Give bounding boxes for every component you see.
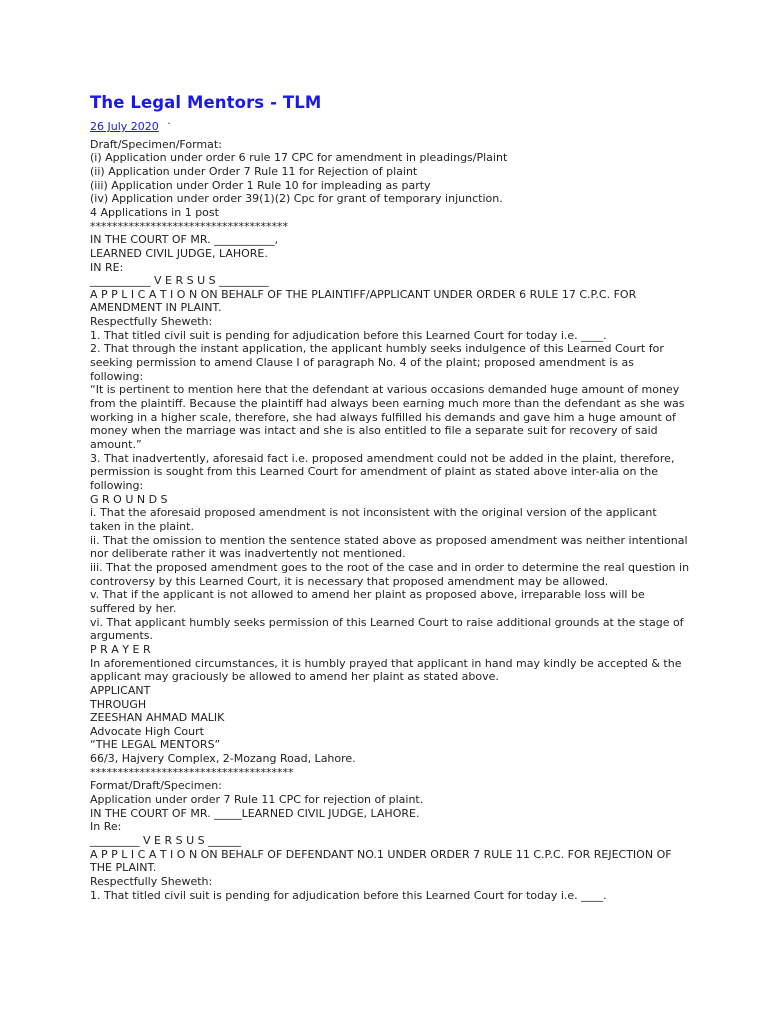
body-line: 1. That titled civil suit is pending for adjudication before this Learned Court for today i.e. ____. (90, 328, 607, 342)
body-line: Application under order 7 Rule 11 CPC for rejection of plaint. (90, 793, 424, 807)
body-line: 4 Applications in 1 post (90, 205, 219, 219)
body-line: In Re: (90, 820, 122, 834)
post-body (90, 138, 690, 903)
body-line: i. That the aforesaid proposed amendment is not inconsistent with the original version of the applicant taken in the plaint. (90, 506, 657, 533)
body-line: ___________ V E R S U S _________ (90, 274, 269, 288)
meta-separator: · (167, 117, 171, 130)
body-line: iii. That the proposed amendment goes to the root of the case and in order to determine the real question in controversy by this Learned Court, it is necessary that proposed amendment may be allowed. (90, 560, 690, 588)
post-date-link[interactable]: 26 July 2020 (90, 120, 159, 133)
body-line: Respectfully Sheweth: (90, 315, 213, 329)
body-line: Draft/Specimen/Format: (90, 137, 222, 151)
body-line: G R O U N D S (90, 492, 168, 506)
body-line: (iv) Application under order 39(1)(2) Cpc for grant of temporary injunction. (90, 192, 503, 206)
body-line: Advocate High Court (90, 724, 204, 738)
body-line: In aforementioned circumstances, it is humbly prayed that applicant in hand may kindly be accepted & the applicant may graciously be allowed to amend her plaint as stated above. (90, 656, 682, 684)
body-line: _________ V E R S U S ______ (90, 834, 242, 848)
body-line: IN RE: (90, 260, 124, 274)
body-line: ii. That the omission to mention the sentence stated above as proposed amendment was neither intentional nor deliberate rather it was inadvertently not mentioned. (90, 533, 688, 561)
body-line: “It is pertinent to mention here that the defendant at various occasions demanded huge amount of money from the plaintiff. Because the plaintiff had always been earning much more than the defendant as she was working in a higher scale, therefore, she had always fulfilled his demands and gave him a huge amount of money when the marriage was intact and she is also entitled to file a separate suit for recovery of said amount.” (90, 383, 685, 452)
body-line: APPLICANT (90, 683, 151, 697)
body-line: THROUGH (90, 697, 147, 711)
body-line: A P P L I C A T I O N ON BEHALF OF THE PLAINTIFF/APPLICANT UNDER ORDER 6 RULE 17 C.P.C. FOR AMENDMENT IN PLAINT. (90, 287, 637, 315)
body-line: Format/Draft/Specimen: (90, 779, 222, 793)
body-line: (ii) Application under Order 7 Rule 11 for Rejection of plaint (90, 164, 418, 178)
body-line: “THE LEGAL MENTORS” (90, 738, 221, 752)
body-line: ZEESHAN AHMAD MALIK (90, 711, 225, 725)
body-line: Respectfully Sheweth: (90, 875, 213, 889)
body-line: 3. That inadvertently, aforesaid fact i.e. proposed amendment could not be added in the plaint, therefore, permission is sought from this Learned Court for amendment of plaint as stated above inter-alia on the following: (90, 451, 675, 492)
body-line: vi. That applicant humbly seeks permission of this Learned Court to raise additional grounds at the stage of arguments. (90, 615, 684, 643)
body-line: LEARNED CIVIL JUDGE, LAHORE. (90, 246, 268, 260)
body-line: 66/3, Hajvery Complex, 2-Mozang Road, Lahore. (90, 752, 356, 766)
body-line: IN THE COURT OF MR. _____LEARNED CIVIL JUDGE, LAHORE. (90, 806, 420, 820)
post-meta (90, 117, 690, 134)
body-line: 2. That through the instant application, the applicant humbly seeks indulgence of this Learned Court for seeking permission to amend Clause I of paragraph No. 4 of the plaint; proposed amendment is as following: (90, 342, 664, 383)
body-line: 1. That titled civil suit is pending for adjudication before this Learned Court for today i.e. ____. (90, 888, 607, 902)
body-line: ************************************* (90, 765, 294, 779)
body-line: (i) Application under order 6 rule 17 CPC for amendment in pleadings/Plaint (90, 151, 508, 165)
body-line: v. That if the applicant is not allowed to amend her plaint as proposed above, irreparable loss will be suffered by her. (90, 588, 645, 615)
body-line: IN THE COURT OF MR. ___________, (90, 233, 279, 247)
body-line: P R A Y E R (90, 642, 151, 656)
blog-post (90, 93, 690, 902)
post-title: The Legal Mentors - TLM (90, 93, 322, 112)
body-line: ************************************ (90, 219, 288, 233)
body-line: A P P L I C A T I O N ON BEHALF OF DEFENDANT NO.1 UNDER ORDER 7 RULE 11 C.P.C. FOR REJECTION OF THE PLAINT. (90, 847, 672, 875)
body-line: (iii) Application under Order 1 Rule 10 for impleading as party (90, 178, 431, 192)
